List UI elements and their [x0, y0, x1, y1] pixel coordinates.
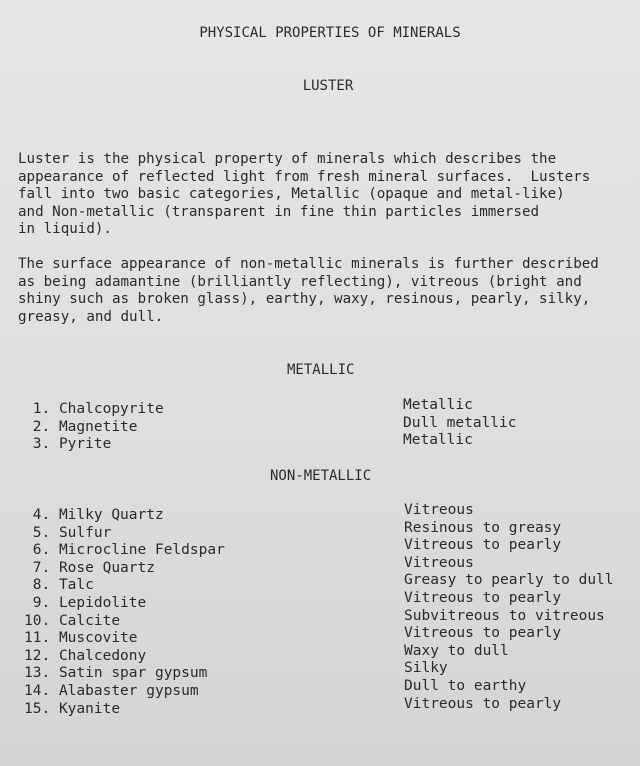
paragraph-line: shiny such as broken glass), earthy, waxy, resinous, pearly, silky, [18, 291, 591, 307]
paragraph-line: as being adamantine (brilliantly reflecting), vitreous (bright and [18, 273, 582, 290]
mineral-number: 9. [32, 594, 51, 611]
mineral-name: Talc [58, 577, 94, 594]
mineral-name: Milky Quartz [58, 507, 164, 523]
paragraph-line: and Non-metallic (transparent in fine thin particles immersed [18, 203, 540, 220]
page-title: PHYSICAL PROPERTIES OF MINERALS [199, 25, 461, 41]
mineral-luster: Metallic [403, 397, 473, 413]
mineral-entry [24, 648, 225, 666]
mineral-number: 2. [32, 418, 51, 435]
mineral-name: Calcite [58, 612, 121, 629]
number-spacer [24, 436, 33, 452]
mineral-luster: Dull to earthy [404, 677, 527, 694]
mineral-name: Lepidolite [58, 594, 147, 611]
mineral-number: 1. [32, 401, 51, 417]
mineral-number: 8. [32, 577, 51, 594]
number-spacer [24, 595, 33, 611]
metallic-heading: METALLIC [287, 362, 355, 378]
mineral-name: Alabaster gypsum [58, 682, 199, 699]
mineral-name: Sulfur [58, 524, 112, 541]
mineral-number: 11. [24, 630, 51, 647]
mineral-luster: Vitreous [404, 554, 474, 571]
mineral-luster: Vitreous [404, 502, 474, 518]
mineral-number: 14. [24, 682, 51, 699]
metallic-mineral-list [24, 401, 164, 454]
number-spacer [24, 525, 33, 541]
mineral-entry [24, 613, 225, 631]
mineral-entry [24, 577, 225, 595]
mineral-entry [24, 701, 225, 719]
mineral-number: 7. [32, 559, 51, 576]
mineral-luster: Resinous to greasy [404, 519, 562, 536]
paragraph-line: fall into two basic categories, Metallic (opaque and metal-like) [18, 186, 565, 202]
mineral-luster: Greasy to pearly to dull [404, 572, 614, 589]
number-spacer [24, 419, 33, 435]
mineral-number: 12. [24, 647, 51, 664]
number-spacer [24, 577, 33, 593]
mineral-luster: Silky [404, 660, 448, 677]
mineral-luster: Dull metallic [403, 414, 517, 431]
mineral-entry [24, 525, 225, 543]
mineral-number: 13. [24, 665, 51, 682]
mineral-entry [24, 665, 225, 683]
mineral-luster: Vitreous to pearly [404, 589, 562, 606]
mineral-luster: Metallic [403, 432, 473, 449]
mineral-entry [24, 630, 225, 648]
mineral-entry [24, 507, 225, 525]
mineral-entry [24, 419, 164, 437]
mineral-name: Kyanite [58, 700, 121, 717]
mineral-number: 4. [32, 507, 51, 523]
section-subtitle: LUSTER [302, 78, 354, 94]
mineral-name: Magnetite [58, 418, 138, 435]
mineral-luster: Waxy to dull [404, 642, 509, 659]
paragraph-line: The surface appearance of non-metallic minerals is further described [18, 256, 599, 272]
metallic-luster-list [403, 397, 517, 450]
mineral-entry [24, 560, 225, 578]
number-spacer [24, 542, 33, 558]
paragraph-line: greasy, and dull. [18, 308, 164, 325]
mineral-number: 6. [32, 542, 51, 559]
mineral-name: Rose Quartz [58, 559, 155, 576]
number-spacer [24, 560, 33, 576]
nonmetallic-description-paragraph [18, 256, 628, 326]
mineral-luster: Vitreous to pearly [404, 537, 562, 554]
mineral-entry [24, 401, 164, 419]
mineral-luster: Vitreous to pearly [404, 695, 562, 712]
paragraph-line: appearance of reflected light from fresh mineral surfaces. Lusters [18, 168, 591, 185]
mineral-name: Satin spar gypsum [58, 665, 208, 682]
non-metallic-luster-list [404, 502, 614, 713]
paragraph-line: Luster is the physical property of minerals which describes the [18, 151, 557, 167]
mineral-number: 5. [32, 524, 51, 541]
mineral-entry [24, 436, 164, 454]
mineral-entry [24, 542, 225, 560]
mineral-luster: Subvitreous to vitreous [404, 607, 605, 624]
paragraph-line: in liquid). [18, 221, 112, 237]
intro-paragraph [18, 151, 628, 239]
number-spacer [24, 401, 33, 417]
mineral-entry [24, 595, 225, 613]
mineral-name: Chalcopyrite [58, 401, 164, 417]
mineral-name: Chalcedony [58, 647, 147, 664]
mineral-number: 10. [24, 612, 51, 629]
number-spacer [24, 507, 33, 523]
mineral-number: 3. [32, 436, 51, 453]
non-metallic-mineral-list [24, 507, 225, 718]
mineral-name: Pyrite [58, 436, 112, 453]
mineral-name: Microcline Feldspar [58, 542, 225, 559]
mineral-number: 15. [24, 700, 51, 717]
non-metallic-heading: NON-METALLIC [270, 468, 372, 484]
mineral-luster: Vitreous to pearly [404, 625, 562, 642]
mineral-name: Muscovite [58, 630, 138, 647]
mineral-entry [24, 683, 225, 701]
